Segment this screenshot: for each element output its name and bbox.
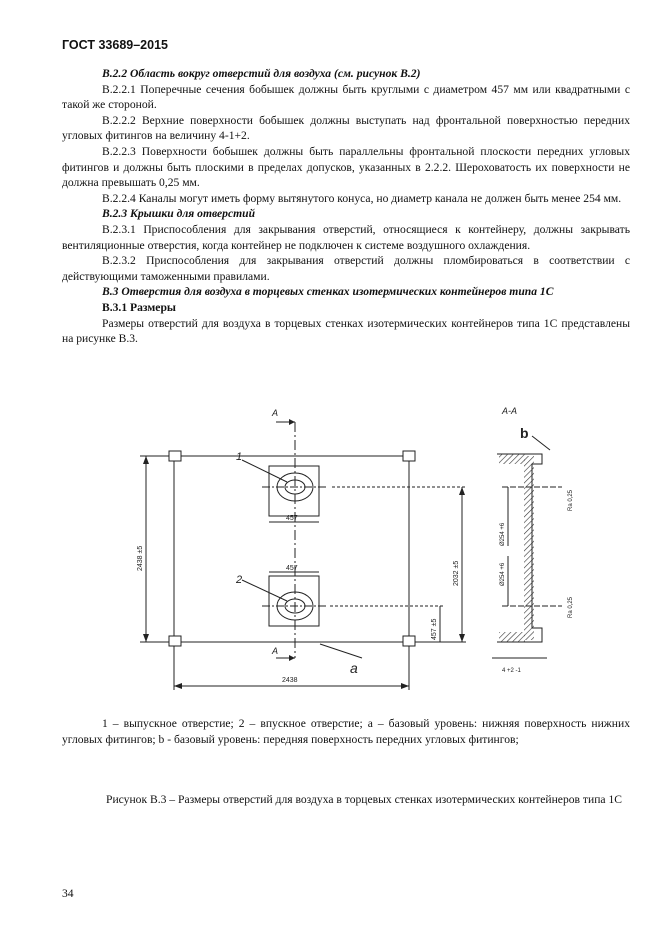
figure-caption: Рисунок В.3 – Размеры отверстий для воздуха в торцевых стенках изотермических контейнеров типа 1С (106, 793, 622, 806)
paragraph-b231: В.2.3.1 Приспособления для закрывания отверстий, относящиеся к контейнеру, должны закрывать вентиляционные отверстия, когда контейнер не подключен к системе воздушного охлаждения. (62, 222, 630, 252)
section-mark-bottom: А (272, 646, 279, 656)
section-view-profile (497, 454, 542, 642)
paragraph-b31: Размеры отверстий для воздуха в торцевых стенках изотермических контейнеров типа 1С представлены на рисунке В.3. (62, 316, 630, 346)
dim-457-mid: 457 (286, 565, 298, 572)
dim-457-bottom: 457 ±5 (431, 618, 438, 640)
callout-1: 1 (236, 451, 243, 463)
section-view-label: А-А (502, 406, 518, 416)
dim-2032: 2032 ±5 (453, 560, 460, 586)
dim-2438-horizontal: 2438 (282, 677, 298, 684)
paragraph-b223: В.2.2.3 Поверхности бобышек должны быть параллельны фронтальной плоскости передних угловых фитингов и должны быть плоскими в пределах допусков, указанных в 2.2.2. Шероховатость их поверхности не должна превышать 0,25 мм. (62, 144, 630, 190)
section-b22-title: В.2.2 Область вокруг отверстий для воздуха (см. рисунок В.2) (102, 67, 421, 80)
roughness-bottom: Ra 0,25 (568, 596, 574, 618)
section-b23-title: В.2.3 Крышки для отверстий (102, 207, 256, 221)
dim-4: 4 +2 -1 (502, 668, 521, 674)
callout-2: 2 (236, 574, 243, 586)
paragraph-b232: В.2.3.2 Приспособления для закрывания отверстий должны пломбироваться в соответствии с действующими таможенными правилами. (62, 254, 630, 283)
dim-diameter-254-bottom: Ø254 +6 (500, 562, 506, 586)
callout-b: b (520, 425, 529, 441)
callout-a: a (350, 660, 358, 676)
figure-b3-drawing (62, 396, 630, 696)
corner-fitting (403, 636, 415, 646)
corner-fitting (169, 451, 181, 461)
end-wall-outline (174, 456, 409, 642)
figure-legend: 1 – выпускное отверстие; 2 – впускное отверстие; а – базовый уровень: нижняя поверхность нижних угловых фитингов; b - базовый уровень: передняя поверхность передних угловых фитингов; (62, 717, 630, 746)
corner-fitting (169, 636, 181, 646)
roughness-top: Ra 0,25 (568, 489, 574, 511)
document-body (62, 66, 630, 347)
section-mark-top: А (272, 408, 279, 418)
paragraph-b221: В.2.2.1 Поперечные сечения бобышек должны быть круглыми с диаметром 457 мм или квадратными с такой же стороной. (62, 82, 630, 112)
dim-2438-vertical: 2438 ±5 (137, 545, 144, 571)
paragraph-b222: В.2.2.2 Верхние поверхности бобышек должны выступать над фронтальной поверхностью передних угловых фитингов на величину 4-1+2. (62, 113, 630, 143)
paragraph-b224: В.2.2.4 Каналы могут иметь форму вытянутого конуса, но диаметр канала не должен быть менее 254 мм. (102, 191, 622, 205)
section-b31-title: В.3.1 Размеры (102, 300, 176, 314)
page-number: 34 (62, 887, 74, 900)
section-b3-title: В.3 Отверстия для воздуха в торцевых стенках изотермических контейнеров типа 1С (102, 285, 554, 299)
dim-diameter-254-top: Ø254 +6 (500, 522, 506, 546)
dim-457-top: 457 (286, 515, 298, 522)
corner-fitting (403, 451, 415, 461)
document-header: ГОСТ 33689–2015 (62, 38, 168, 52)
